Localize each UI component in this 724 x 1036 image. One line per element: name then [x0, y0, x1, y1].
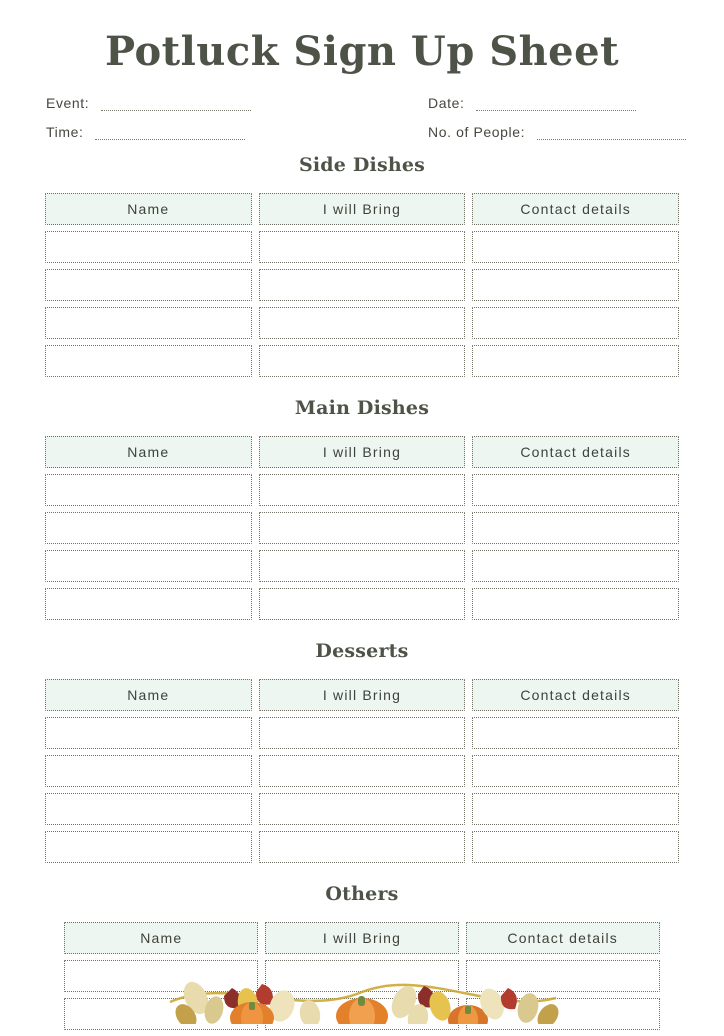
column-header-i-will-bring: I will Bring	[265, 922, 459, 954]
section-main-dishes	[38, 397, 686, 626]
cell-name[interactable]	[45, 307, 252, 339]
column-header-contact-details: Contact details	[472, 679, 679, 711]
column-header-i-will-bring: I will Bring	[259, 679, 466, 711]
column-header-contact-details: Contact details	[472, 193, 679, 225]
table-row	[45, 831, 679, 863]
cell-bring[interactable]	[259, 588, 466, 620]
column-header-name: Name	[64, 922, 258, 954]
time-input-line[interactable]	[95, 126, 245, 140]
number-of-people-field	[362, 124, 686, 140]
cell-bring[interactable]	[259, 793, 466, 825]
cell-contact[interactable]	[472, 831, 679, 863]
cell-name[interactable]	[45, 512, 252, 544]
column-header-contact-details: Contact details	[466, 922, 660, 954]
table-main-dishes	[38, 430, 686, 626]
cell-contact[interactable]	[472, 793, 679, 825]
table-header-row	[45, 436, 679, 468]
section-desserts	[38, 640, 686, 869]
cell-contact[interactable]	[472, 717, 679, 749]
table-header-row	[45, 193, 679, 225]
cell-name[interactable]	[45, 717, 252, 749]
cell-name[interactable]	[45, 550, 252, 582]
event-meta-fields	[38, 95, 686, 140]
cell-contact[interactable]	[472, 269, 679, 301]
event-label: Event:	[46, 95, 90, 111]
cell-contact[interactable]	[472, 512, 679, 544]
date-label: Date:	[428, 95, 465, 111]
table-row	[45, 345, 679, 377]
table-desserts	[38, 673, 686, 869]
column-header-i-will-bring: I will Bring	[259, 193, 466, 225]
cell-contact[interactable]	[472, 345, 679, 377]
cell-name[interactable]	[45, 793, 252, 825]
table-header-row	[64, 922, 659, 954]
cell-bring[interactable]	[259, 512, 466, 544]
cell-bring[interactable]	[259, 717, 466, 749]
section-title-main-dishes: Main Dishes	[294, 397, 430, 419]
cell-name[interactable]	[45, 345, 252, 377]
table-row	[45, 717, 679, 749]
event-field	[38, 95, 362, 111]
cell-name[interactable]	[45, 474, 252, 506]
number-of-people-input-line[interactable]	[537, 126, 686, 140]
table-row	[45, 474, 679, 506]
section-side-dishes	[38, 154, 686, 383]
cell-bring[interactable]	[259, 307, 466, 339]
section-title-desserts: Desserts	[315, 640, 409, 662]
table-side-dishes	[38, 187, 686, 383]
cell-name[interactable]	[45, 831, 252, 863]
meta-row-2	[38, 124, 686, 140]
cell-name[interactable]	[45, 588, 252, 620]
cell-name[interactable]	[45, 269, 252, 301]
table-row	[45, 588, 679, 620]
meta-row-1	[38, 95, 686, 111]
column-header-name: Name	[45, 436, 252, 468]
time-field	[38, 124, 362, 140]
date-input-line[interactable]	[476, 97, 636, 111]
cell-bring[interactable]	[259, 831, 466, 863]
column-header-i-will-bring: I will Bring	[259, 436, 466, 468]
table-header-row	[45, 679, 679, 711]
column-header-name: Name	[45, 679, 252, 711]
cell-contact[interactable]	[472, 474, 679, 506]
cell-bring[interactable]	[259, 231, 466, 263]
page-title: Potluck Sign Up Sheet	[104, 28, 620, 75]
section-title-others: Others	[325, 883, 399, 905]
column-header-name: Name	[45, 193, 252, 225]
time-label: Time:	[46, 124, 84, 140]
cell-contact[interactable]	[472, 755, 679, 787]
table-row	[45, 793, 679, 825]
table-row	[45, 512, 679, 544]
cell-name[interactable]	[45, 231, 252, 263]
cell-contact[interactable]	[472, 550, 679, 582]
autumn-leaves-decoration-icon	[0, 958, 724, 1024]
cell-bring[interactable]	[259, 474, 466, 506]
date-field	[362, 95, 686, 111]
table-row	[45, 269, 679, 301]
cell-bring[interactable]	[259, 269, 466, 301]
cell-bring[interactable]	[259, 550, 466, 582]
cell-contact[interactable]	[472, 231, 679, 263]
cell-bring[interactable]	[259, 755, 466, 787]
event-input-line[interactable]	[101, 97, 251, 111]
column-header-contact-details: Contact details	[472, 436, 679, 468]
cell-contact[interactable]	[472, 307, 679, 339]
number-of-people-label: No. of People:	[428, 124, 526, 140]
table-row	[45, 307, 679, 339]
cell-bring[interactable]	[259, 345, 466, 377]
table-row	[45, 550, 679, 582]
table-row	[45, 231, 679, 263]
section-title-side-dishes: Side Dishes	[298, 154, 426, 176]
cell-name[interactable]	[45, 755, 252, 787]
table-row	[45, 755, 679, 787]
cell-contact[interactable]	[472, 588, 679, 620]
